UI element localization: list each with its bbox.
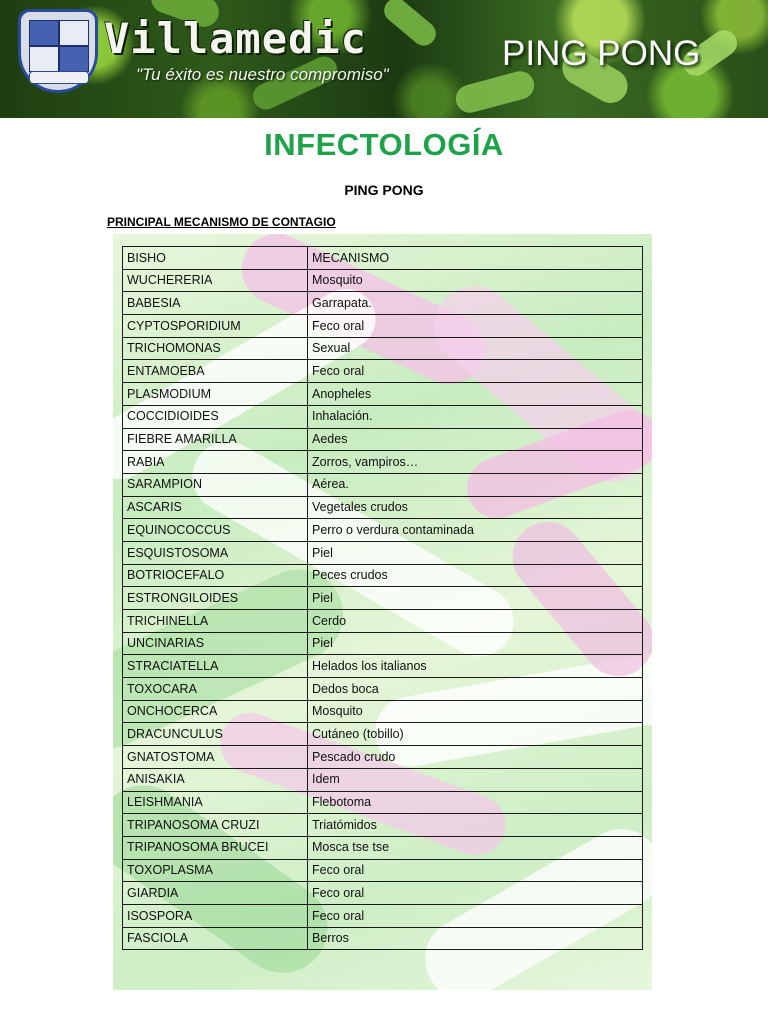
logo-quadrant <box>59 20 89 46</box>
organism-cell: COCCIDIOIDES <box>123 405 308 428</box>
bacteria-decoration <box>453 68 538 116</box>
organism-cell: GIARDIA <box>123 882 308 905</box>
organism-cell: TOXOCARA <box>123 678 308 701</box>
mechanism-cell: Mosquito <box>308 269 643 292</box>
header-banner <box>0 0 768 118</box>
bacteria-decoration <box>379 0 440 50</box>
organism-cell: BABESIA <box>123 292 308 315</box>
mechanism-cell: Piel <box>308 587 643 610</box>
mechanism-cell: Triatómidos <box>308 814 643 837</box>
organism-cell: ASCARIS <box>123 496 308 519</box>
mechanism-cell: Vegetales crudos <box>308 496 643 519</box>
organism-cell: LEISHMANIA <box>123 791 308 814</box>
table-row <box>123 337 643 360</box>
table-row <box>123 836 643 859</box>
mechanism-cell: Helados los italianos <box>308 655 643 678</box>
logo-ribbon <box>29 71 89 84</box>
organism-cell: ONCHOCERCA <box>123 700 308 723</box>
mechanism-cell: Pescado crudo <box>308 746 643 769</box>
mechanism-cell: Zorros, vampiros… <box>308 451 643 474</box>
table-row <box>123 587 643 610</box>
mechanism-cell: Aérea. <box>308 473 643 496</box>
banner-topic: PING PONG <box>502 34 701 73</box>
mechanism-cell: Perro o verdura contaminada <box>308 519 643 542</box>
header-cell-mechanism: MECANISMO <box>308 247 643 270</box>
organism-cell: ISOSPORA <box>123 904 308 927</box>
organism-cell: DRACUNCULUS <box>123 723 308 746</box>
mechanism-cell: Idem <box>308 768 643 791</box>
table-row <box>123 768 643 791</box>
mechanism-cell: Inhalación. <box>308 405 643 428</box>
mechanism-cell: Peces crudos <box>308 564 643 587</box>
table-row <box>123 904 643 927</box>
mechanism-cell: Feco oral <box>308 882 643 905</box>
page-subtitle: PING PONG <box>344 182 424 198</box>
mechanism-cell: Feco oral <box>308 360 643 383</box>
mechanism-cell: Garrapata. <box>308 292 643 315</box>
organism-cell: TRIPANOSOMA CRUZI <box>123 814 308 837</box>
mechanism-cell: Feco oral <box>308 315 643 338</box>
organism-cell: UNCINARIAS <box>123 632 308 655</box>
organism-cell: WUCHERERIA <box>123 269 308 292</box>
organism-cell: GNATOSTOMA <box>123 746 308 769</box>
organism-cell: SARAMPION <box>123 473 308 496</box>
table-row <box>123 496 643 519</box>
logo-quadrant <box>29 46 59 72</box>
mechanism-cell: Mosquito <box>308 700 643 723</box>
table-row <box>123 564 643 587</box>
organism-cell: CYPTOSPORIDIUM <box>123 315 308 338</box>
page-title: INFECTOLOGÍA <box>264 127 504 162</box>
mechanism-cell: Cutáneo (tobillo) <box>308 723 643 746</box>
organism-cell: ANISAKIA <box>123 768 308 791</box>
logo-quadrant <box>29 20 59 46</box>
table-row <box>123 678 643 701</box>
table-row <box>123 700 643 723</box>
table-row <box>123 723 643 746</box>
mechanism-cell: Berros <box>308 927 643 950</box>
table-row <box>123 541 643 564</box>
organism-cell: FIEBRE AMARILLA <box>123 428 308 451</box>
header-cell-organism: BISHO <box>123 247 308 270</box>
table-row <box>123 315 643 338</box>
organism-cell: RABIA <box>123 451 308 474</box>
table-header-row <box>123 247 643 270</box>
organism-cell: TRIPANOSOMA BRUCEI <box>123 836 308 859</box>
organism-cell: ENTAMOEBA <box>123 360 308 383</box>
villamedic-logo <box>18 9 98 93</box>
mechanism-cell: Cerdo <box>308 610 643 633</box>
table-row <box>123 632 643 655</box>
table-row <box>123 428 643 451</box>
organism-cell: TRICHOMONAS <box>123 337 308 360</box>
table-row <box>123 814 643 837</box>
mechanism-cell: Feco oral <box>308 904 643 927</box>
contagion-table <box>122 246 643 950</box>
organism-cell: FASCIOLA <box>123 927 308 950</box>
table-row <box>123 519 643 542</box>
organism-cell: TOXOPLASMA <box>123 859 308 882</box>
table-row <box>123 451 643 474</box>
mechanism-cell: Anopheles <box>308 383 643 406</box>
mechanism-cell: Feco oral <box>308 859 643 882</box>
table-row <box>123 269 643 292</box>
mechanism-cell: Sexual <box>308 337 643 360</box>
organism-cell: EQUINOCOCCUS <box>123 519 308 542</box>
mechanism-cell: Flebotoma <box>308 791 643 814</box>
organism-cell: ESTRONGILOIDES <box>123 587 308 610</box>
table-row <box>123 610 643 633</box>
table-row <box>123 746 643 769</box>
table-body <box>123 247 643 950</box>
table-row <box>123 791 643 814</box>
organism-cell: TRICHINELLA <box>123 610 308 633</box>
organism-cell: PLASMODIUM <box>123 383 308 406</box>
mechanism-cell: Aedes <box>308 428 643 451</box>
logo-quadrant <box>59 46 89 72</box>
mechanism-cell: Piel <box>308 632 643 655</box>
table-row <box>123 292 643 315</box>
table-row <box>123 655 643 678</box>
mechanism-cell: Piel <box>308 541 643 564</box>
table-row <box>123 927 643 950</box>
table-row <box>123 360 643 383</box>
table-row <box>123 859 643 882</box>
mechanism-cell: Mosca tse tse <box>308 836 643 859</box>
brand-name: Villamedic <box>104 14 367 63</box>
brand-slogan: "Tu éxito es nuestro compromiso" <box>136 65 389 84</box>
table-row <box>123 383 643 406</box>
table-row <box>123 473 643 496</box>
organism-cell: STRACIATELLA <box>123 655 308 678</box>
organism-cell: ESQUISTOSOMA <box>123 541 308 564</box>
table-row <box>123 405 643 428</box>
table-row <box>123 882 643 905</box>
mechanism-cell: Dedos boca <box>308 678 643 701</box>
section-heading: PRINCIPAL MECANISMO DE CONTAGIO <box>107 215 336 229</box>
organism-cell: BOTRIOCEFALO <box>123 564 308 587</box>
